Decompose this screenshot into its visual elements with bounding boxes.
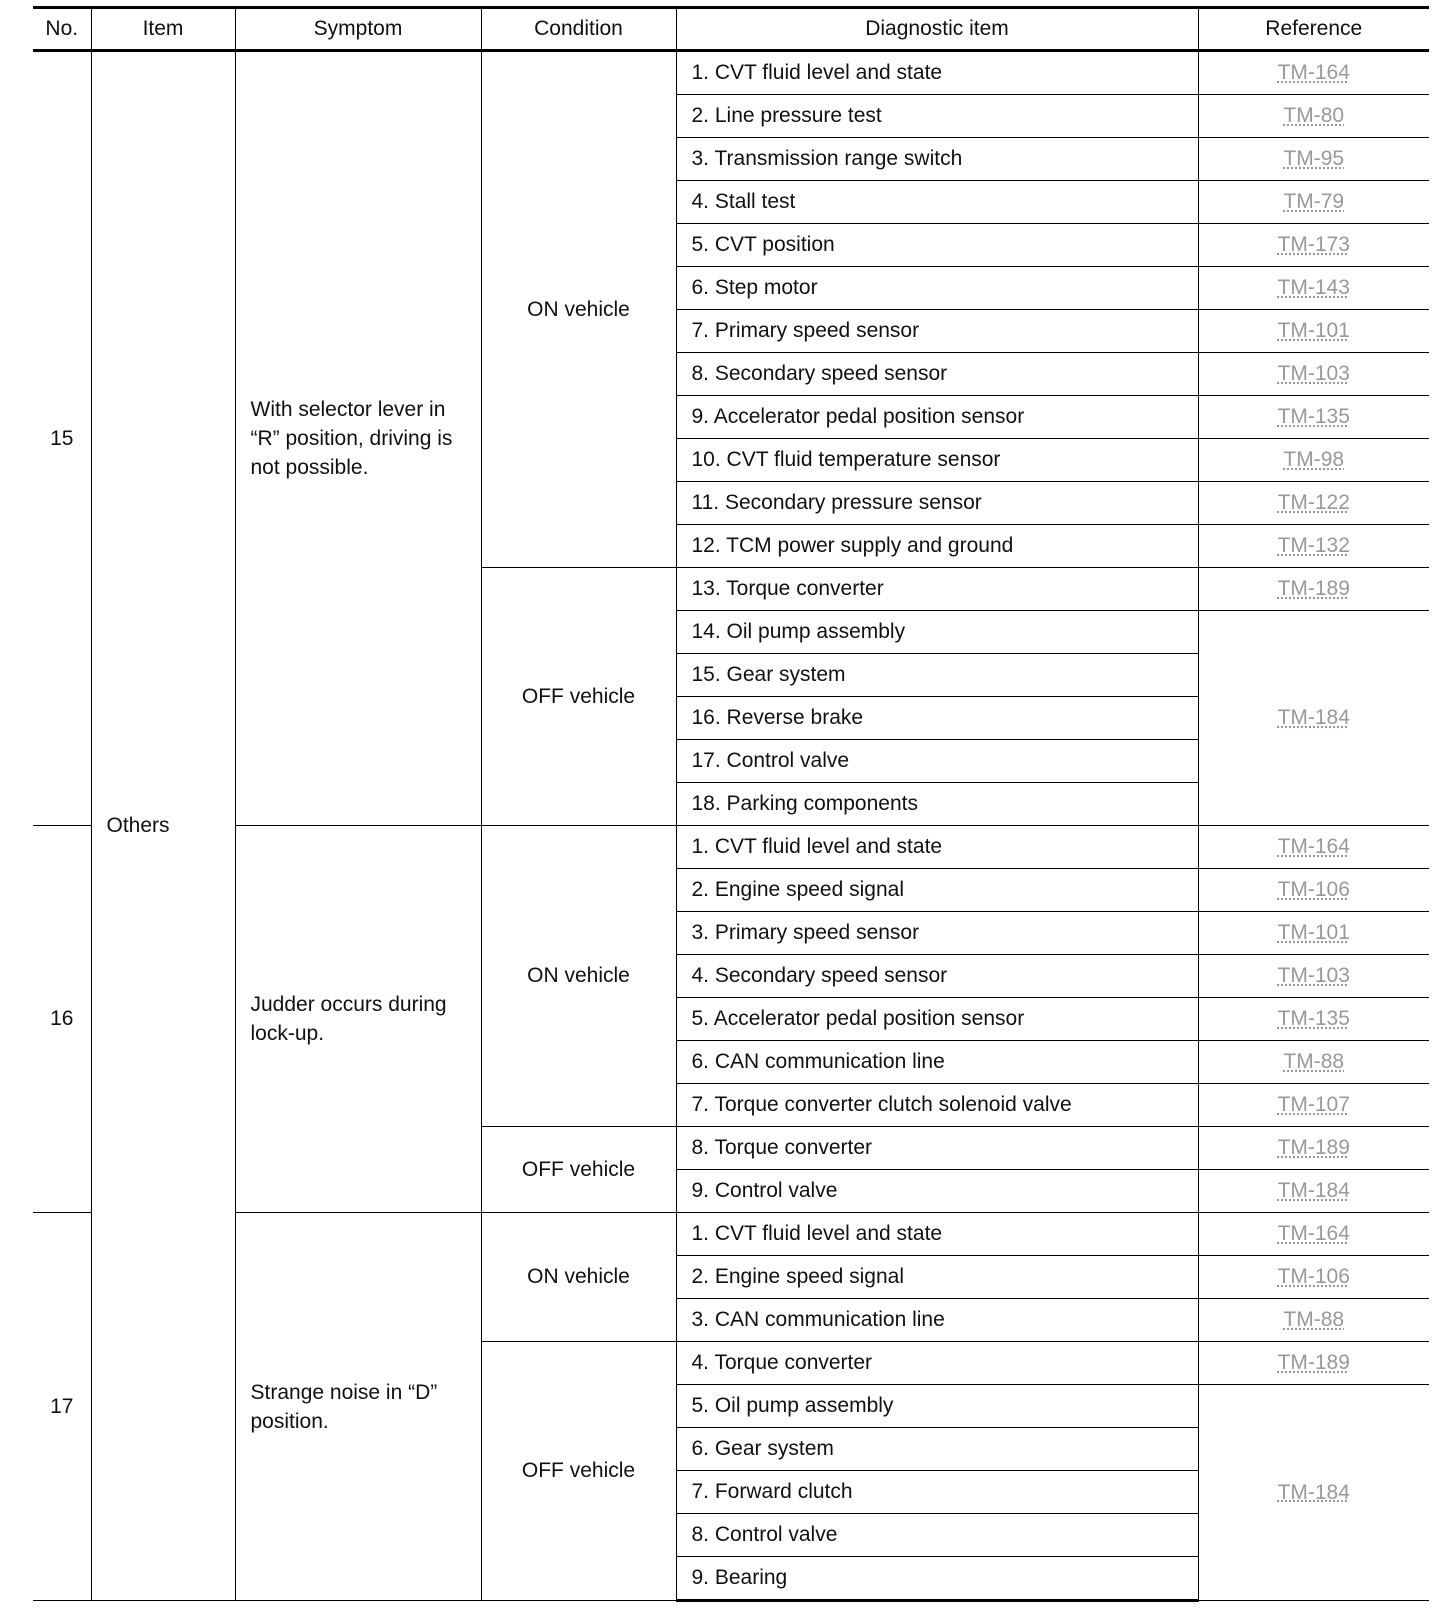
reference-link[interactable]: TM-95 bbox=[1283, 147, 1345, 170]
diagnostic-item-cell: 1. CVT fluid level and state bbox=[676, 51, 1198, 95]
reference-link[interactable]: TM-132 bbox=[1277, 534, 1350, 557]
reference-cell bbox=[1198, 482, 1429, 525]
symptom-cell: Strange noise in “D” position. bbox=[235, 1213, 481, 1601]
condition-cell: ON vehicle bbox=[481, 1213, 676, 1342]
header-symptom: Symptom bbox=[235, 8, 481, 51]
diagnostic-item-cell: 3. Primary speed sensor bbox=[676, 912, 1198, 955]
diagnostic-item-cell: 9. Accelerator pedal position sensor bbox=[676, 396, 1198, 439]
table-row bbox=[33, 1213, 1429, 1256]
reference-cell bbox=[1198, 611, 1429, 826]
reference-cell bbox=[1198, 138, 1429, 181]
reference-link[interactable]: TM-184 bbox=[1277, 1179, 1350, 1202]
document-page bbox=[33, 6, 1429, 1602]
diagnostic-item-cell: 15. Gear system bbox=[676, 654, 1198, 697]
reference-link[interactable]: TM-164 bbox=[1277, 61, 1350, 84]
diagnostic-item-cell: 6. Step motor bbox=[676, 267, 1198, 310]
reference-link[interactable]: TM-101 bbox=[1277, 319, 1350, 342]
diagnostic-item-cell: 13. Torque converter bbox=[676, 568, 1198, 611]
reference-link[interactable]: TM-80 bbox=[1283, 104, 1345, 127]
header-no: No. bbox=[33, 8, 91, 51]
row-number: 16 bbox=[33, 826, 91, 1213]
reference-link[interactable]: TM-122 bbox=[1277, 491, 1350, 514]
diagnosis-table bbox=[33, 6, 1429, 1602]
diagnostic-item-cell: 1. CVT fluid level and state bbox=[676, 1213, 1198, 1256]
header-item: Item bbox=[91, 8, 235, 51]
diagnostic-item-cell: 16. Reverse brake bbox=[676, 697, 1198, 740]
reference-link[interactable]: TM-106 bbox=[1277, 878, 1350, 901]
condition-cell: OFF vehicle bbox=[481, 1342, 676, 1601]
reference-cell bbox=[1198, 224, 1429, 267]
diagnostic-item-cell: 6. CAN communication line bbox=[676, 1041, 1198, 1084]
table-row bbox=[33, 51, 1429, 95]
condition-cell: OFF vehicle bbox=[481, 1127, 676, 1213]
reference-link[interactable]: TM-101 bbox=[1277, 921, 1350, 944]
reference-link[interactable]: TM-107 bbox=[1277, 1093, 1350, 1116]
reference-cell bbox=[1198, 439, 1429, 482]
reference-link[interactable]: TM-88 bbox=[1283, 1308, 1345, 1331]
diagnostic-item-cell: 10. CVT fluid temperature sensor bbox=[676, 439, 1198, 482]
reference-cell bbox=[1198, 1084, 1429, 1127]
reference-cell bbox=[1198, 51, 1429, 95]
diagnostic-item-cell: 7. Torque converter clutch solenoid valve bbox=[676, 1084, 1198, 1127]
reference-link[interactable]: TM-189 bbox=[1277, 577, 1350, 600]
header-reference: Reference bbox=[1198, 8, 1429, 51]
reference-cell bbox=[1198, 1170, 1429, 1213]
row-number: 17 bbox=[33, 1213, 91, 1601]
diagnostic-item-cell: 7. Primary speed sensor bbox=[676, 310, 1198, 353]
reference-cell bbox=[1198, 1041, 1429, 1084]
reference-link[interactable]: TM-103 bbox=[1277, 964, 1350, 987]
diagnostic-item-cell: 8. Control valve bbox=[676, 1514, 1198, 1557]
reference-cell bbox=[1198, 95, 1429, 138]
diagnostic-item-cell: 17. Control valve bbox=[676, 740, 1198, 783]
diagnostic-item-cell: 3. CAN communication line bbox=[676, 1299, 1198, 1342]
reference-cell bbox=[1198, 912, 1429, 955]
diagnostic-item-cell: 2. Engine speed signal bbox=[676, 1256, 1198, 1299]
reference-cell bbox=[1198, 1256, 1429, 1299]
item-cell: Others bbox=[91, 51, 235, 1601]
reference-cell bbox=[1198, 310, 1429, 353]
diagnostic-item-cell: 3. Transmission range switch bbox=[676, 138, 1198, 181]
diagnostic-item-cell: 2. Line pressure test bbox=[676, 95, 1198, 138]
diagnostic-item-cell: 5. Oil pump assembly bbox=[676, 1385, 1198, 1428]
reference-cell bbox=[1198, 955, 1429, 998]
header-diagnostic-item: Diagnostic item bbox=[676, 8, 1198, 51]
reference-link[interactable]: TM-189 bbox=[1277, 1136, 1350, 1159]
reference-link[interactable]: TM-143 bbox=[1277, 276, 1350, 299]
reference-cell bbox=[1198, 1213, 1429, 1256]
diagnostic-item-cell: 2. Engine speed signal bbox=[676, 869, 1198, 912]
diagnostic-item-cell: 7. Forward clutch bbox=[676, 1471, 1198, 1514]
condition-cell: ON vehicle bbox=[481, 51, 676, 568]
symptom-cell: Judder occurs during lock-up. bbox=[235, 826, 481, 1213]
row-number: 15 bbox=[33, 51, 91, 826]
reference-link[interactable]: TM-103 bbox=[1277, 362, 1350, 385]
diagnostic-item-cell: 4. Torque converter bbox=[676, 1342, 1198, 1385]
header-row bbox=[33, 8, 1429, 51]
reference-cell bbox=[1198, 181, 1429, 224]
reference-cell bbox=[1198, 1385, 1429, 1601]
reference-cell bbox=[1198, 1342, 1429, 1385]
reference-cell bbox=[1198, 1127, 1429, 1170]
reference-link[interactable]: TM-173 bbox=[1277, 233, 1350, 256]
diagnostic-item-cell: 4. Secondary speed sensor bbox=[676, 955, 1198, 998]
reference-link[interactable]: TM-184 bbox=[1277, 706, 1350, 729]
condition-cell: ON vehicle bbox=[481, 826, 676, 1127]
diagnostic-item-cell: 6. Gear system bbox=[676, 1428, 1198, 1471]
diagnostic-item-cell: 5. Accelerator pedal position sensor bbox=[676, 998, 1198, 1041]
reference-link[interactable]: TM-88 bbox=[1283, 1050, 1345, 1073]
reference-link[interactable]: TM-106 bbox=[1277, 1265, 1350, 1288]
diagnostic-item-cell: 8. Torque converter bbox=[676, 1127, 1198, 1170]
diagnostic-item-cell: 9. Bearing bbox=[676, 1557, 1198, 1601]
reference-cell bbox=[1198, 267, 1429, 310]
reference-cell bbox=[1198, 869, 1429, 912]
diagnostic-item-cell: 12. TCM power supply and ground bbox=[676, 525, 1198, 568]
reference-cell bbox=[1198, 396, 1429, 439]
diagnostic-item-cell: 1. CVT fluid level and state bbox=[676, 826, 1198, 869]
diagnostic-item-cell: 11. Secondary pressure sensor bbox=[676, 482, 1198, 525]
diagnostic-item-cell: 8. Secondary speed sensor bbox=[676, 353, 1198, 396]
reference-cell bbox=[1198, 826, 1429, 869]
reference-link[interactable]: TM-135 bbox=[1277, 1007, 1350, 1030]
reference-link[interactable]: TM-164 bbox=[1277, 1222, 1350, 1245]
diagnostic-item-cell: 5. CVT position bbox=[676, 224, 1198, 267]
reference-link[interactable]: TM-135 bbox=[1277, 405, 1350, 428]
reference-cell bbox=[1198, 998, 1429, 1041]
reference-link[interactable]: TM-164 bbox=[1277, 835, 1350, 858]
reference-link[interactable]: TM-98 bbox=[1283, 448, 1345, 471]
table-row bbox=[33, 826, 1429, 869]
diagnostic-item-cell: 9. Control valve bbox=[676, 1170, 1198, 1213]
symptom-cell: With selector lever in “R” position, driving is not possible. bbox=[235, 51, 481, 826]
reference-cell bbox=[1198, 353, 1429, 396]
header-condition: Condition bbox=[481, 8, 676, 51]
reference-cell bbox=[1198, 568, 1429, 611]
reference-link[interactable]: TM-184 bbox=[1277, 1480, 1350, 1504]
reference-cell bbox=[1198, 1299, 1429, 1342]
reference-link[interactable]: TM-79 bbox=[1283, 190, 1345, 213]
reference-link[interactable]: TM-189 bbox=[1277, 1351, 1350, 1374]
diagnostic-item-cell: 4. Stall test bbox=[676, 181, 1198, 224]
reference-cell bbox=[1198, 525, 1429, 568]
diagnostic-item-cell: 18. Parking components bbox=[676, 783, 1198, 826]
table-body bbox=[33, 51, 1429, 1601]
condition-cell: OFF vehicle bbox=[481, 568, 676, 826]
diagnostic-item-cell: 14. Oil pump assembly bbox=[676, 611, 1198, 654]
